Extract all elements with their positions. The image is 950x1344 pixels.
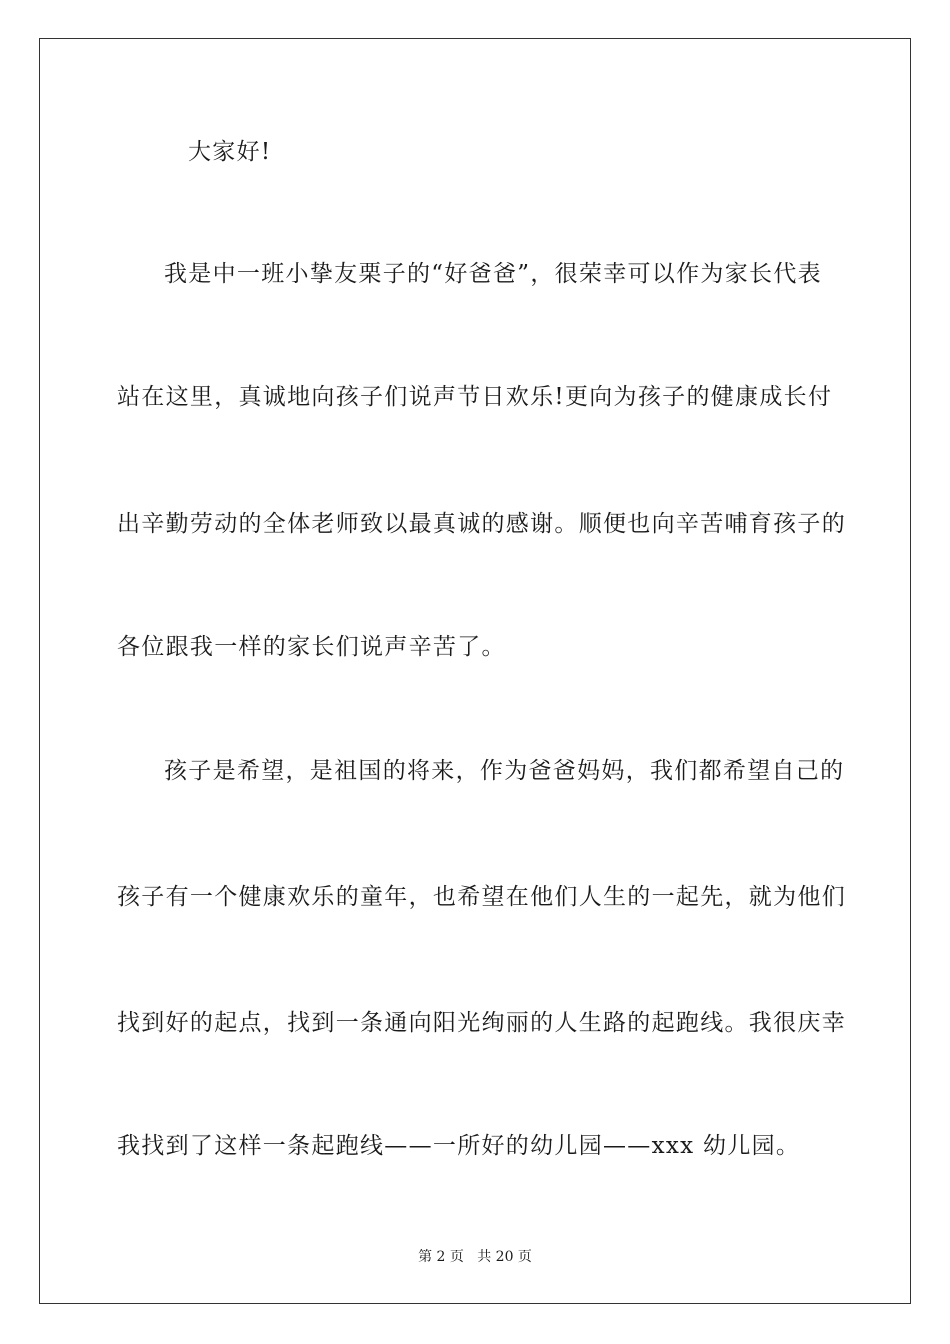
paragraph-1-line-2: 站在这里，真诚地向孩子们说声节日欢乐!更向为孩子的健康成长付 [117,384,833,410]
paragraph-2-line-2: 孩子有一个健康欢乐的童年，也希望在他们人生的一起先，就为他们 [117,884,846,910]
paragraph-2-line-3: 找到好的起点，找到一条通向阳光绚丽的人生路的起跑线。我很庆幸 [117,1010,846,1036]
paragraph-2-line-1: 孩子是希望，是祖国的将来，作为爸爸妈妈，我们都希望自己的 [164,758,845,784]
paragraph-1-line-1: 我是中一班小挚友栗子的“好爸爸”，很荣幸可以作为家长代表 [164,261,822,287]
greeting: 大家好! [188,139,272,165]
paragraph-2-line-4: 我找到了这样一条起跑线——一所好的幼儿园——xxx 幼儿园。 [117,1133,801,1159]
paragraph-1-line-3: 出辛勤劳动的全体老师致以最真诚的感谢。顺便也向辛苦哺育孩子的 [117,511,846,537]
page-border [39,38,911,1304]
paragraph-1-line-4: 各位跟我一样的家长们说声辛苦了。 [117,634,506,660]
page-number-footer: 第 2 页 共 20 页 [418,1249,532,1265]
